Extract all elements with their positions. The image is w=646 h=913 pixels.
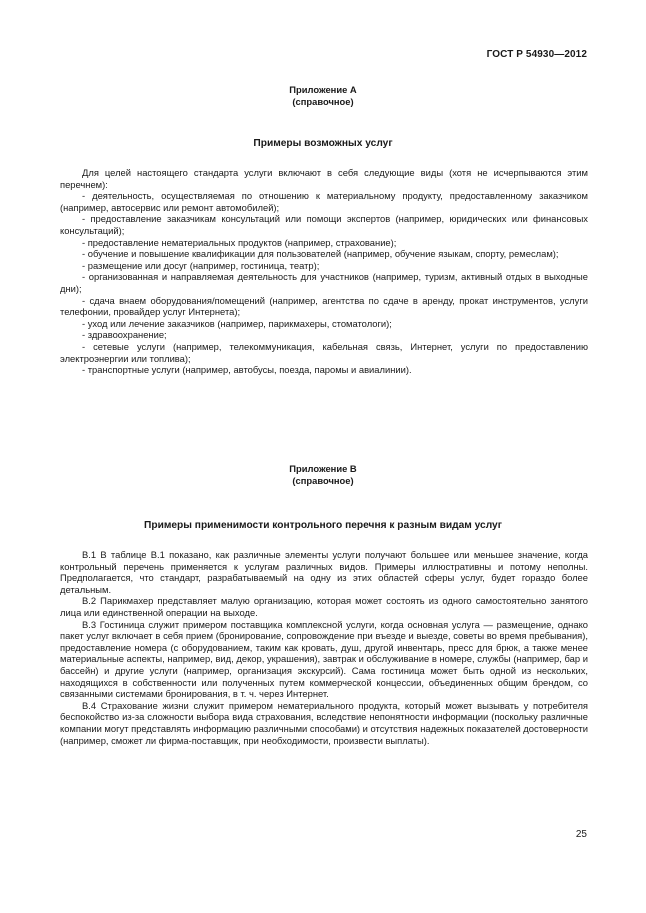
list-item: - организованная и направляемая деятельность для участников (например, туризм, активный отдых в выходные дни); — [60, 271, 588, 294]
list-item: - обучение и повышение квалификации для пользователей (например, обучение языкам, спорту, ремеслам); — [82, 248, 559, 260]
appendix-a-subtitle: (справочное) — [292, 96, 354, 107]
list-item: - транспортные услуги (например, автобусы, поезда, паромы и авиалинии). — [82, 364, 412, 376]
appendix-b-body — [60, 549, 588, 746]
paragraph: В.3 Гостиница служит примером поставщика комплексной услуги, когда основная услуга — размещение, однако пакет услуг включает в себя прием (бронирование, сопровождение при въезде и выезде, советы во время пребывания), предоставление номера (с оборудованием, таким как кровать, душ, другой инвентарь, пресс для брюк, а также менее материальные аспекты, например, вид, декор, украшения), завтрак и обслуживание в номере, службы (например, бар и бассейн) и другие услуги (например, организация экскурсий). Сама гостиница может быть одной из нескольких, находящихся в собственности или полученных путем коммерческой концессии, объединенных общим брендом, со связанными системами бронирования, в т. ч. через Интернет. — [60, 618, 588, 700]
list-item: - предоставление заказчикам консультаций или помощи экспертов (например, юридических или финансовых консультаций); — [60, 213, 588, 236]
appendix-b-subtitle: (справочное) — [292, 475, 354, 486]
paragraph: В.1 В таблице В.1 показано, как различные элементы услуги получают большее или меньшее значение, когда контрольный перечень применяется к услугам различных видов. Примеры иллюстративны и потому неполны. Предполагается, что стандарт, разрабатываемый на одну из этих областей сферы услуг, будет гораздо более детальным. — [60, 549, 588, 595]
list-item: - сетевые услуги (например, телекоммуникация, кабельная связь, Интернет, услуги по предоставлению электроэнергии или топлива); — [60, 340, 588, 364]
appendix-a-heading: Примеры возможных услуг — [253, 138, 393, 149]
appendix-a-title: Приложение А — [289, 84, 357, 95]
list-item: - здравоохранение; — [82, 329, 167, 341]
paragraph: В.4 Страхование жизни служит примером нематериального продукта, который может вызывать у потребителя беспокойство из-за сложности выбора вида страхования, вследствие непонятности информации (поскольку различные компании могут представлять информацию различными способами) и отсутствия надежных показателей достоверности (например, сможет ли фирма-поставщик, при необходимости, произвести выплаты). — [60, 699, 588, 746]
gost-header: ГОСТ Р 54930—2012 — [486, 49, 587, 60]
paragraph: Для целей настоящего стандарта услуги включают в себя следующие виды (хотя не исчерпываются этим перечнем): — [60, 167, 588, 190]
list-item: - предоставление нематериальных продуктов (например, страхование); — [82, 236, 397, 248]
list-item: - сдача внаем оборудования/помещений (например, агентства по сдаче в аренду, прокат инструментов, услуги телефонии, провайдер услуг Интернета); — [60, 294, 588, 318]
list-item: - уход или лечение заказчиков (например, парикмахеры, стоматологи); — [82, 317, 392, 329]
paragraph: В.2 Парикмахер представляет малую организацию, которая может состоять из одного самостоятельно занятого лица или единственной операции на выходе. — [60, 595, 588, 618]
list-item: - деятельность, осуществляемая по отношению к материальному продукту, предоставленному заказчиком (например, автосервис или ремонт автомобилей); — [60, 190, 588, 213]
appendix-a-body — [60, 167, 588, 376]
list-item: - размещение или досуг (например, гостиница, театр); — [82, 259, 320, 271]
appendix-b-heading: Примеры применимости контрольного перечня к разным видам услуг — [144, 520, 502, 531]
appendix-b-title: Приложение В — [289, 463, 357, 474]
page-number: 25 — [575, 829, 587, 840]
